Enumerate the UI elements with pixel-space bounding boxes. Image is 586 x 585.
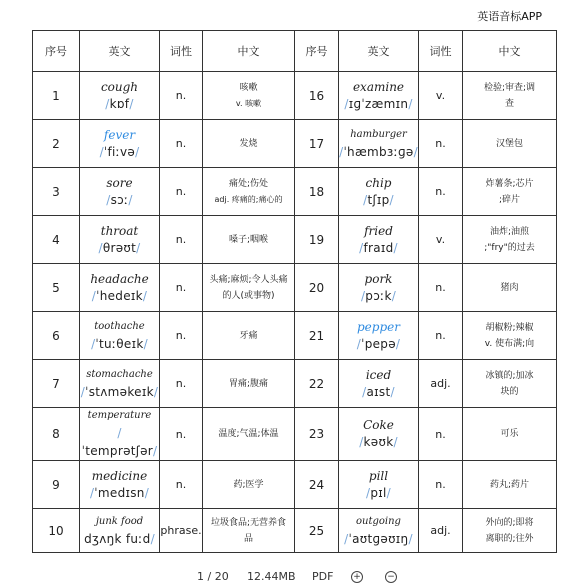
part-of-speech: n. — [419, 461, 463, 509]
page-indicator[interactable]: 1 / 20 — [197, 570, 229, 583]
english-word: headache — [90, 271, 149, 286]
part-of-speech: v. — [419, 72, 463, 120]
table-row — [33, 461, 557, 509]
part-of-speech: n. — [419, 264, 463, 312]
table-row — [33, 360, 557, 408]
english-word: hamburger — [350, 128, 407, 140]
zoom-in-icon[interactable]: + — [351, 571, 363, 583]
entry-number: 18 — [295, 168, 339, 216]
english-word: outgoing — [356, 515, 401, 527]
english-word: throat — [100, 223, 139, 238]
entry-number: 16 — [295, 72, 339, 120]
phonetic: /kɒf/ — [105, 96, 134, 111]
part-of-speech: n. — [419, 120, 463, 168]
part-of-speech: n. — [419, 312, 463, 360]
chinese-meaning: 药丸;药片 — [463, 461, 557, 509]
column-header: 序号 — [33, 31, 80, 72]
entry-number: 2 — [33, 120, 80, 168]
phonetic: /ˈaʊtɡəʊɪŋ/ — [344, 531, 413, 546]
part-of-speech: n. — [160, 461, 203, 509]
file-format: PDF — [312, 570, 334, 583]
phonetic: /ˈtemprətʃər/ — [81, 426, 158, 458]
chinese-meaning: 牙痛 — [203, 312, 295, 360]
table-row — [33, 168, 557, 216]
entry-number: 20 — [295, 264, 339, 312]
entry-number: 1 — [33, 72, 80, 120]
vocabulary-table — [32, 30, 557, 553]
part-of-speech: adj. — [419, 509, 463, 553]
phonetic: /ˈhedeɪk/ — [91, 288, 148, 303]
phonetic: /ˈfiːvə/ — [99, 144, 140, 159]
english-word: stomachache — [86, 368, 153, 380]
part-of-speech: n. — [160, 216, 203, 264]
part-of-speech: n. — [160, 312, 203, 360]
phonetic: /fraɪd/ — [359, 240, 398, 255]
entry-number: 10 — [33, 509, 80, 553]
phonetic: /sɔː/ — [106, 192, 133, 207]
chinese-meaning: 猪肉 — [463, 264, 557, 312]
app-name-header: 英语音标APP — [477, 10, 542, 23]
english-word: iced — [365, 367, 392, 382]
part-of-speech: n. — [160, 264, 203, 312]
english-cell — [80, 264, 160, 312]
english-word: fever — [103, 127, 136, 142]
part-of-speech: n. — [419, 408, 463, 461]
phonetic: /ˈpepə/ — [356, 336, 401, 351]
table-row — [33, 120, 557, 168]
file-size: 12.44MB — [247, 570, 296, 583]
chinese-meaning: 发烧 — [203, 120, 295, 168]
chinese-meaning: 胃痛;腹痛 — [203, 360, 295, 408]
part-of-speech: n. — [160, 360, 203, 408]
part-of-speech: n. — [160, 120, 203, 168]
entry-number: 8 — [33, 408, 80, 461]
phonetic: /ˈhæmbɜːɡə/ — [339, 144, 418, 159]
phonetic: /aɪst/ — [362, 384, 395, 399]
english-cell — [339, 72, 419, 120]
english-word: pork — [364, 271, 393, 286]
english-cell — [339, 509, 419, 553]
chinese-meaning: 检验;审查;调 查 — [463, 72, 557, 120]
entry-number: 21 — [295, 312, 339, 360]
phonetic: dʒʌŋk fuːd/ — [84, 531, 155, 546]
phonetic: /ˈstʌməkeɪk/ — [80, 384, 159, 399]
column-header: 序号 — [295, 31, 339, 72]
part-of-speech: adj. — [419, 360, 463, 408]
chinese-meaning: 炸薯条;芯片 ;碎片 — [463, 168, 557, 216]
english-word: Coke — [363, 418, 394, 432]
english-word: examine — [352, 79, 405, 94]
chinese-meaning: 垃圾食品;无营养食 品 — [203, 509, 295, 553]
viewer-toolbar — [0, 562, 586, 585]
english-cell — [80, 509, 160, 553]
part-of-speech: n. — [160, 168, 203, 216]
table-row — [33, 408, 557, 461]
entry-number: 24 — [295, 461, 339, 509]
english-cell — [80, 216, 160, 264]
english-cell — [339, 408, 419, 461]
phonetic: /kəʊk/ — [359, 435, 398, 449]
column-header: 词性 — [419, 31, 463, 72]
part-of-speech: phrase. — [160, 509, 203, 553]
chinese-meaning: 头痛;麻烦;令人头痛 的人(或事物) — [203, 264, 295, 312]
table-row — [33, 264, 557, 312]
table-row — [33, 509, 557, 553]
part-of-speech: n. — [419, 168, 463, 216]
column-header: 英文 — [339, 31, 419, 72]
phonetic: /ˈmedɪsn/ — [89, 485, 150, 500]
chinese-meaning: 油炸;油煎 ;"fry"的过去 — [463, 216, 557, 264]
english-cell — [80, 360, 160, 408]
chinese-meaning: 冰镇的;加冰 块的 — [463, 360, 557, 408]
english-cell — [80, 408, 160, 461]
english-word: medicine — [91, 468, 148, 483]
table-header-row — [33, 31, 557, 72]
entry-number: 4 — [33, 216, 80, 264]
english-word: fried — [364, 223, 393, 238]
chinese-meaning: 汉堡包 — [463, 120, 557, 168]
column-header: 词性 — [160, 31, 203, 72]
english-cell — [339, 216, 419, 264]
part-of-speech: v. — [419, 216, 463, 264]
chinese-meaning: 外向的;即将 离职的;往外 — [463, 509, 557, 553]
chinese-meaning: 嗓子;咽喉 — [203, 216, 295, 264]
english-cell — [339, 312, 419, 360]
entry-number: 17 — [295, 120, 339, 168]
english-cell — [80, 461, 160, 509]
part-of-speech: n. — [160, 72, 203, 120]
english-cell — [339, 168, 419, 216]
chinese-meaning: 药;医学 — [203, 461, 295, 509]
english-cell — [80, 72, 160, 120]
table-row — [33, 216, 557, 264]
part-of-speech: n. — [160, 408, 203, 461]
english-cell — [339, 461, 419, 509]
english-word: pepper — [357, 319, 400, 334]
entry-number: 19 — [295, 216, 339, 264]
entry-number: 3 — [33, 168, 80, 216]
english-cell — [80, 168, 160, 216]
table-row — [33, 312, 557, 360]
phonetic: /ˈtuːθeɪk/ — [91, 336, 148, 351]
entry-number: 25 — [295, 509, 339, 553]
phonetic: /tʃɪp/ — [363, 192, 394, 207]
chinese-meaning: 胡椒粉;辣椒 v. 使布满;向 — [463, 312, 557, 360]
english-word: temperature — [87, 410, 152, 421]
entry-number: 23 — [295, 408, 339, 461]
entry-number: 9 — [33, 461, 80, 509]
zoom-out-icon[interactable]: − — [385, 571, 397, 583]
english-word: toothache — [94, 320, 145, 332]
table-row — [33, 72, 557, 120]
phonetic: /pɔːk/ — [360, 288, 397, 303]
chinese-meaning: 温度;气温;体温 — [203, 408, 295, 461]
chinese-meaning: 痛处;伤处 adj. 疼痛的;痛心的 — [203, 168, 295, 216]
entry-number: 22 — [295, 360, 339, 408]
english-word: cough — [100, 79, 139, 94]
entry-number: 5 — [33, 264, 80, 312]
english-word: junk food — [95, 515, 144, 527]
english-word: sore — [106, 175, 133, 190]
chinese-meaning: 可乐 — [463, 408, 557, 461]
phonetic: /θrəʊt/ — [98, 240, 141, 255]
column-header: 英文 — [80, 31, 160, 72]
phonetic: /pɪl/ — [366, 485, 391, 500]
english-cell — [80, 312, 160, 360]
phonetic: /ɪɡˈzæmɪn/ — [344, 96, 413, 111]
english-cell — [339, 264, 419, 312]
english-word: pill — [368, 468, 389, 483]
chinese-meaning: 咳嗽 v. 咳嗽 — [203, 72, 295, 120]
entry-number: 6 — [33, 312, 80, 360]
entry-number: 7 — [33, 360, 80, 408]
column-header: 中文 — [203, 31, 295, 72]
english-cell — [339, 360, 419, 408]
english-cell — [80, 120, 160, 168]
english-word: chip — [365, 175, 392, 190]
column-header: 中文 — [463, 31, 557, 72]
english-cell — [339, 120, 419, 168]
